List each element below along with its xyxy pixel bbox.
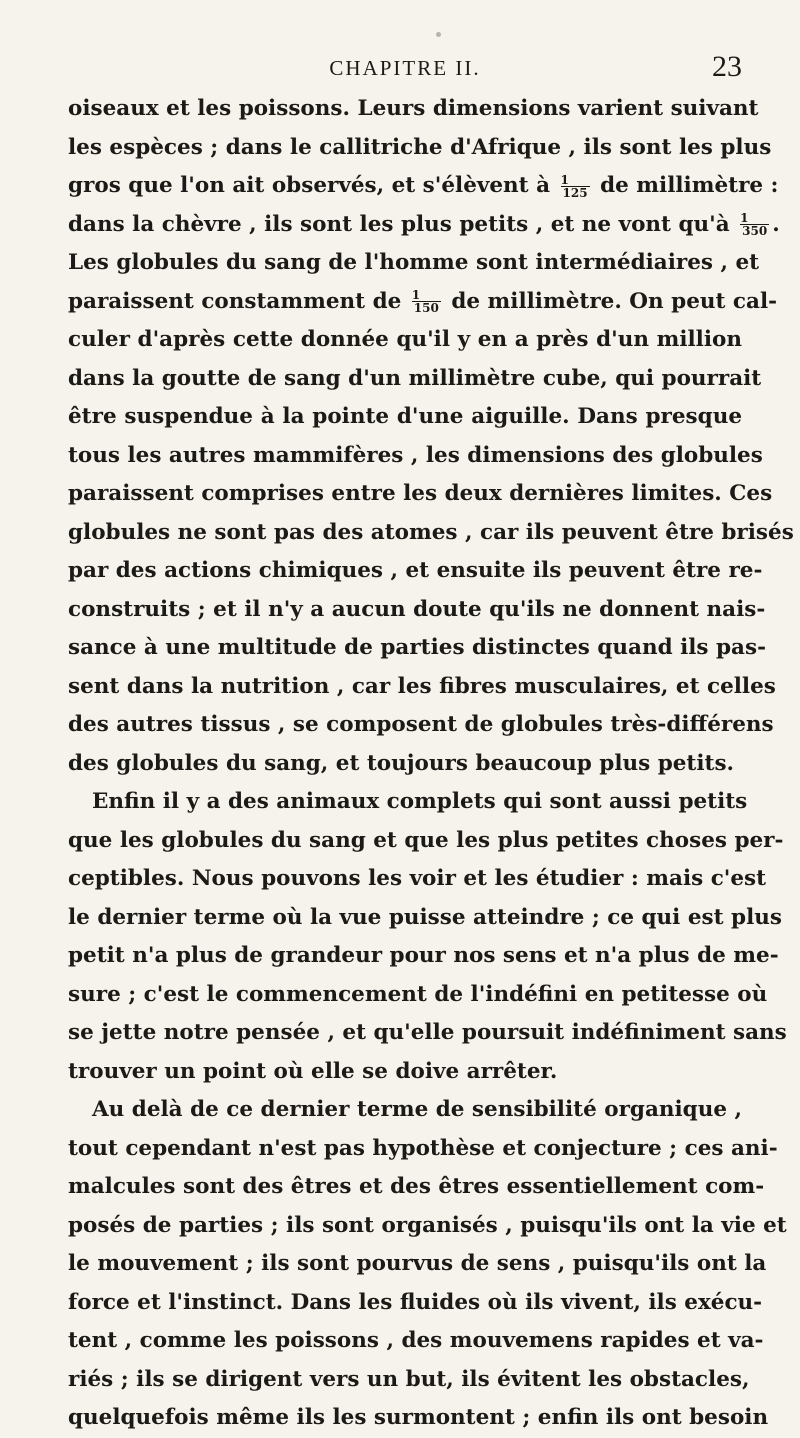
fraction bbox=[412, 289, 441, 314]
page-header bbox=[68, 50, 742, 86]
text-line bbox=[68, 206, 780, 245]
text-line: tout cependant n'est pas hypothèse et conjecture ; ces ani- bbox=[68, 1135, 778, 1161]
text-line: petit n'a plus de grandeur pour nos sens et n'a plus de me- bbox=[68, 943, 779, 968]
text-line bbox=[68, 283, 778, 322]
text-line: sance à une multitude de parties distinctes quand ils pas- bbox=[68, 635, 767, 660]
text-segment: paraissent constamment de bbox=[68, 288, 402, 314]
text-line: posés de parties ; ils sont organisés , puisqu'ils ont la vie et bbox=[68, 1212, 787, 1238]
text-segment: gros que l'on ait observés, et s'élèvent à bbox=[68, 173, 551, 198]
text-segment: dans la chèvre , ils sont les plus petits , et ne vont qu'à bbox=[68, 211, 730, 237]
text-line: oiseaux et les poissons. Leurs dimensions varient suivant bbox=[68, 96, 759, 121]
text-line: être suspendue à la pointe d'une aiguille. Dans presque bbox=[68, 404, 742, 429]
text-line: tous les autres mammifères , les dimensions des globules bbox=[68, 442, 763, 468]
text-segment: de millimètre. On peut cal- bbox=[451, 288, 778, 314]
text-line: Les globules du sang de l'homme sont intermédiaires , et bbox=[68, 250, 760, 275]
text-line: culer d'après cette donnée qu'il y en a près d'un million bbox=[68, 327, 742, 352]
text-line: construits ; et il n'y a aucun doute qu'ils ne donnent nais- bbox=[68, 596, 766, 622]
text-line bbox=[68, 167, 779, 206]
text-line: sent dans la nutrition , car les fibres musculaires, et celles bbox=[68, 673, 776, 699]
text-line: quelquefois même ils les surmontent ; enfin ils ont besoin bbox=[68, 1405, 769, 1430]
fraction-numerator: 1 bbox=[411, 288, 421, 302]
text-line: Enfin il y a des animaux complets qui sont aussi petits bbox=[92, 789, 748, 814]
text-line: trouver un point où elle se doive arrêter. bbox=[68, 1058, 558, 1084]
text-line: ceptibles. Nous pouvons les voir et les étudier : mais c'est bbox=[68, 866, 767, 891]
text-segment: de millimètre : bbox=[600, 173, 779, 198]
text-line: tent , comme les poissons , des mouvemens rapides et va- bbox=[68, 1328, 764, 1353]
body-text bbox=[68, 90, 794, 1438]
fraction-denominator: 350 bbox=[742, 224, 768, 238]
text-line: se jette notre pensée , et qu'elle poursuit indéfiniment sans bbox=[68, 1020, 787, 1045]
text-line: que les globules du sang et que les plus petites choses per- bbox=[68, 827, 784, 853]
text-line: des autres tissus , se composent de globules très-différens bbox=[68, 712, 774, 737]
text-line: dans la goutte de sang d'un millimètre cube, qui pourrait bbox=[68, 365, 762, 391]
text-line: riés ; ils se dirigent vers un but, ils évitent les obstacles, bbox=[68, 1366, 750, 1392]
running-head: CHAPITRE II. bbox=[329, 56, 481, 80]
fraction-denominator: 125 bbox=[562, 185, 588, 200]
text-segment: . bbox=[772, 211, 780, 237]
text-line: sure ; c'est le commencement de l'indéfini en petitesse où bbox=[68, 981, 768, 1007]
fraction-denominator: 150 bbox=[413, 301, 439, 315]
text-line: des globules du sang, et toujours beaucoup plus petits. bbox=[68, 750, 735, 776]
page-number: 23 bbox=[712, 50, 742, 83]
text-line: les espèces ; dans le callitriche d'Afrique , ils sont les plus bbox=[68, 134, 772, 160]
text-line: le mouvement ; ils sont pourvus de sens , puisqu'ils ont la bbox=[68, 1251, 767, 1276]
fraction-numerator: 1 bbox=[740, 211, 749, 225]
text-line: globules ne sont pas des atomes , car ils peuvent être brisés bbox=[68, 519, 794, 545]
ink-speck bbox=[436, 32, 441, 37]
text-line: Au delà de ce dernier terme de sensibilité organique , bbox=[92, 1097, 742, 1122]
fraction bbox=[740, 212, 769, 237]
fraction-numerator: 1 bbox=[560, 172, 569, 187]
text-line: le dernier terme où la vue puisse atteindre ; ce qui est plus bbox=[68, 904, 782, 930]
fraction bbox=[561, 174, 590, 199]
text-line: force et l'instinct. Dans les fluides où ils vivent, ils exécu- bbox=[68, 1289, 763, 1315]
text-line: malcules sont des êtres et des êtres essentiellement com- bbox=[68, 1174, 765, 1199]
text-line: paraissent comprises entre les deux dernières limites. Ces bbox=[68, 481, 773, 506]
text-line: par des actions chimiques , et ensuite ils peuvent être re- bbox=[68, 558, 763, 583]
